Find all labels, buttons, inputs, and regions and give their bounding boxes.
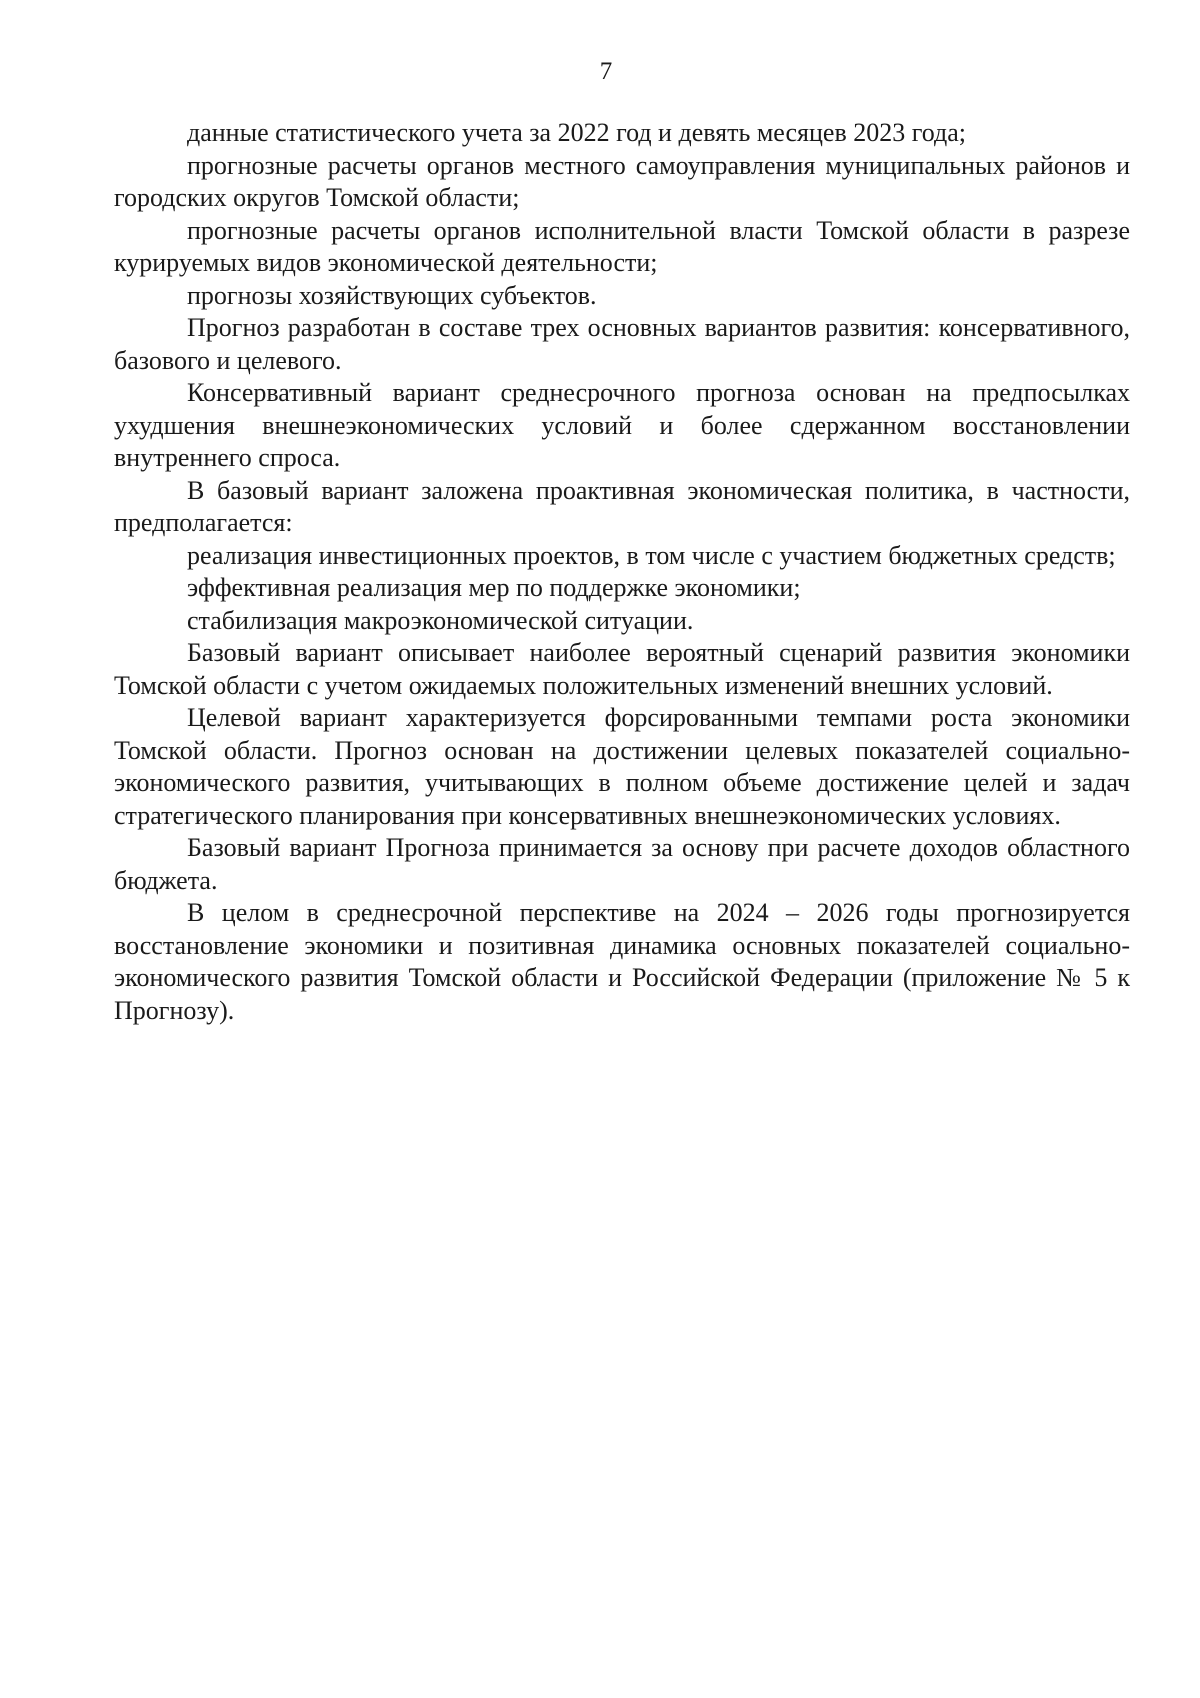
paragraph-investment-projects: реализация инвестиционных проектов, в том числе с участием бюджетных средств;: [187, 540, 1116, 570]
paragraph-target-variant: Целевой вариант характеризуется форсированными темпами роста экономики Томской области. Прогноз основан на достижении целевых показателей социально-экономического развития, учитывающих в полном объеме достижение целей и задач стратегического планирования при консервативных внешнеэкономических условиях.: [114, 703, 1130, 830]
paragraph-macro-stabilization: стабилизация макроэкономической ситуации.: [187, 605, 694, 635]
paragraph-conservative-variant: Консервативный вариант среднесрочного прогноза основан на предпосылках ухудшения внешнеэкономических условий и более сдержанном восстановлении внутреннего спроса.: [114, 378, 1130, 472]
paragraph-municipal-forecasts: прогнозные расчеты органов местного самоуправления муниципальных районов и городских округов Томской области;: [114, 150, 1130, 212]
page-number: 7: [599, 58, 613, 85]
paragraph-budget-basis: Базовый вариант Прогноза принимается за основу при расчете доходов областного бюджета.: [114, 833, 1130, 895]
paragraph-base-variant-policy: В базовый вариант заложена проактивная экономическая политика, в частности, предполагается:: [114, 475, 1130, 537]
paragraph-business-forecasts: прогнозы хозяйствующих субъектов.: [187, 280, 597, 310]
paragraph-forecast-variants: Прогноз разработан в составе трех основных вариантов развития: консервативного, базового и целевого.: [114, 313, 1130, 375]
paragraph-statistics-data: данные статистического учета за 2022 год и девять месяцев 2023 года;: [187, 118, 966, 147]
paragraph-base-variant-scenario: Базовый вариант описывает наиболее вероятный сценарий развития экономики Томской области с учетом ожидаемых положительных изменений внешних условий.: [114, 638, 1130, 700]
paragraph-medium-term-outlook: В целом в среднесрочной перспективе на 2024 – 2026 годы прогнозируется восстановление экономики и позитивная динамика основных показателей социально-экономического развития Томской области и Российской Федерации (приложение № 5 к Прогнозу).: [114, 898, 1130, 1025]
paragraph-executive-forecasts: прогнозные расчеты органов исполнительной власти Томской области в разрезе курируемых видов экономической деятельности;: [114, 215, 1130, 277]
paragraph-economic-support: эффективная реализация мер по поддержке экономики;: [187, 573, 801, 602]
document-body: [114, 117, 1130, 1027]
